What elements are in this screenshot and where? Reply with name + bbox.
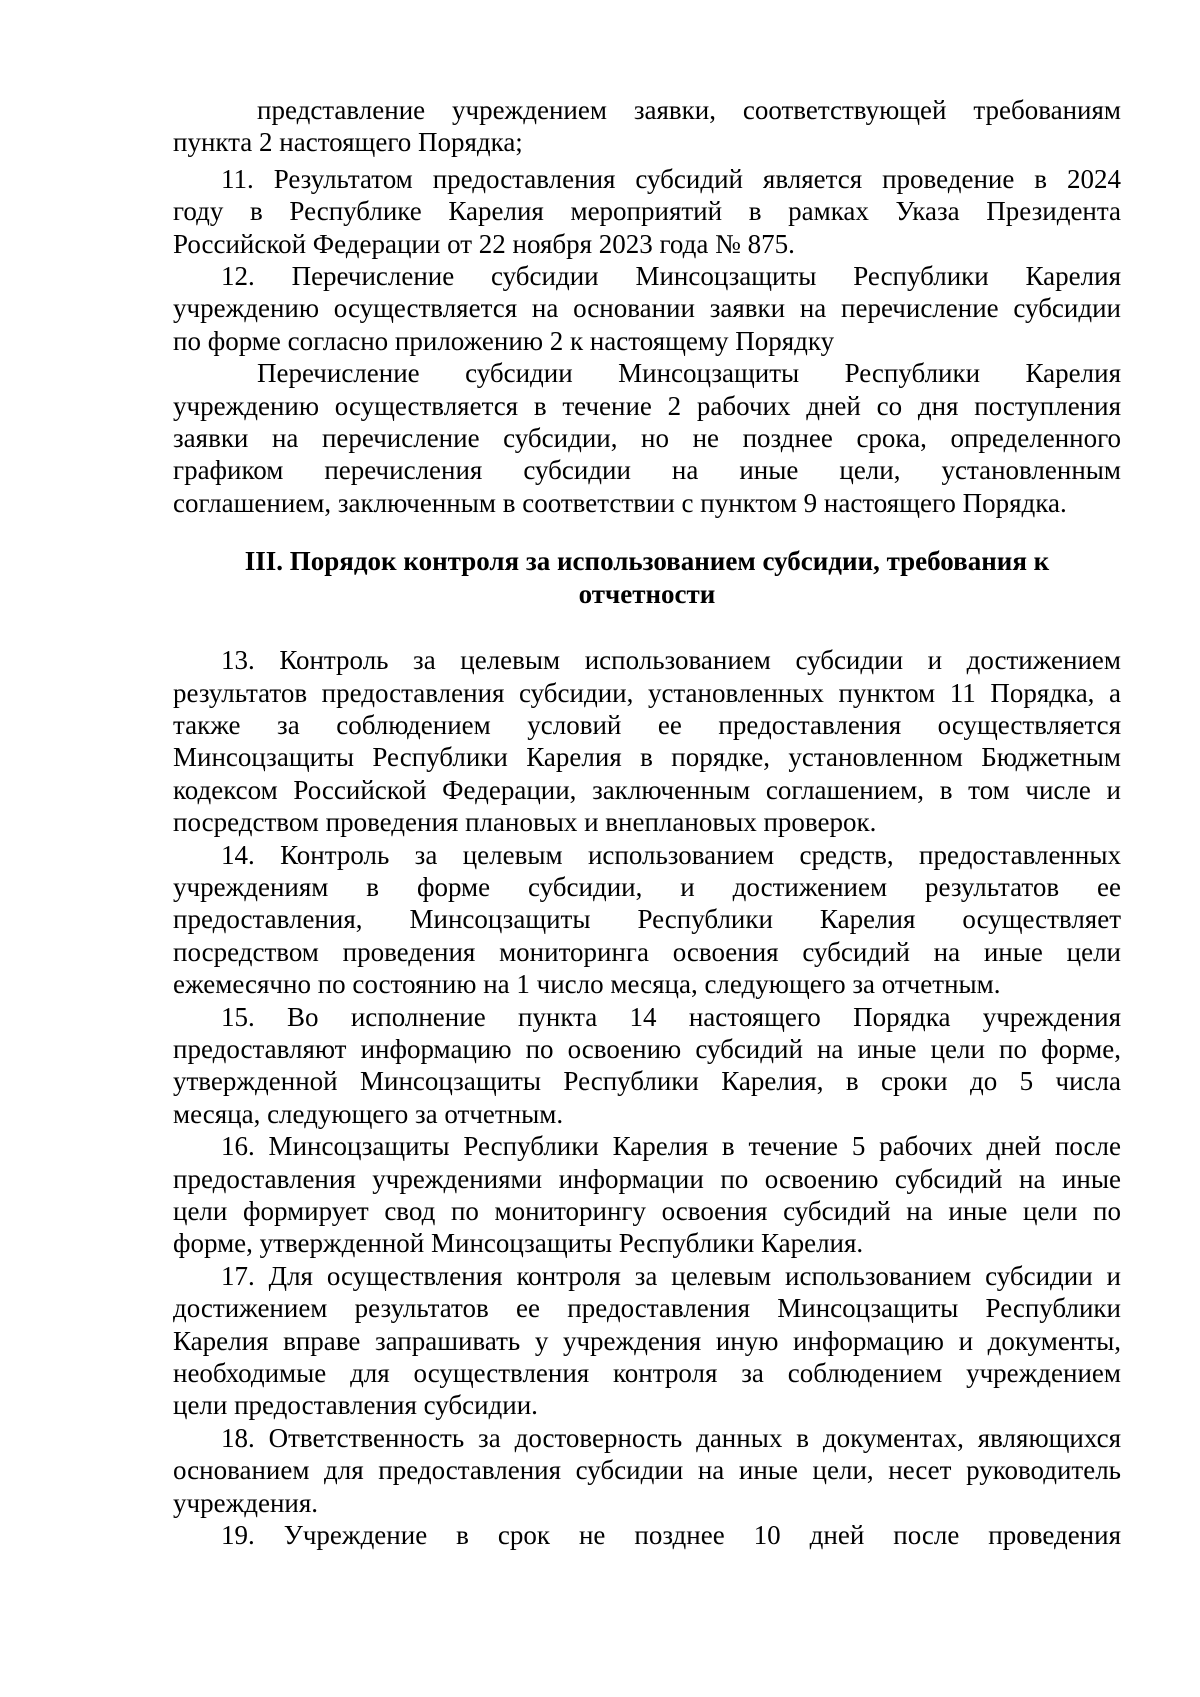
paragraph-line: учреждению осуществляется на основании заявки на перечисление субсидии [173,293,1121,324]
paragraph-line: посредством проведения плановых и внеплановых проверок. [173,807,877,838]
paragraph-line: посредством проведения мониторинга освоения субсидий на иные цели [173,936,1121,967]
paragraph-line: году в Республике Карелия мероприятий в рамках Указа Президента [173,196,1121,227]
paragraph-line: учреждениям в форме субсидии, и достижением результатов ее [173,871,1121,902]
paragraph-line: форме, утвержденной Минсоцзащиты Республики Карелия. [173,1228,864,1259]
paragraph-line: цели формирует свод по мониторингу освоения субсидий на иные цели по [173,1196,1121,1226]
paragraph-line: кодексом Российской Федерации, заключенным соглашением, в том числе и [173,774,1121,805]
section-heading-line-1: III. Порядок контроля за использованием субсидии, требования к [244,546,1050,577]
paragraph-line: 14. Контроль за целевым использованием средств, предоставленных [221,839,1121,870]
paragraph-line: месяца, следующего за отчетным. [173,1098,564,1129]
paragraph-line: ежемесячно по состоянию на 1 число месяца, следующего за отчетным. [173,969,1001,1000]
paragraph-line: результатов предоставления субсидии, установленных пунктом 11 Порядка, а [173,677,1121,708]
paragraph-line: графиком перечисления субсидии на иные цели, установленным [173,455,1121,486]
paragraph-line: 17. Для осуществления контроля за целевым использованием субсидии и [221,1260,1121,1291]
paragraph-line: также за соблюдением условий ее предоставления осуществляется [173,709,1121,740]
paragraph-line: заявки на перечисление субсидии, но не позднее срока, определенного [173,423,1121,454]
section-heading-line-2: отчетности [578,578,716,609]
paragraph-line: Российской Федерации от 22 ноября 2023 года № 875. [173,228,795,259]
paragraph-16 [173,1130,1121,1260]
document-page [173,94,1121,1551]
paragraph-line: предоставляют информацию по освоению субсидий на иные цели по форме, [173,1033,1121,1064]
paragraph-line: по форме согласно приложению 2 к настоящему Порядку [173,325,835,356]
paragraph-17 [173,1260,1121,1422]
paragraph-12-continued [173,357,1121,519]
paragraph-line: цели предоставления субсидии. [173,1390,538,1421]
paragraph-18 [173,1422,1121,1519]
paragraph-15 [173,1001,1121,1131]
paragraph-line: 13. Контроль за целевым использованием субсидии и достижением [221,645,1121,676]
intro-line-1: представление учреждением заявки, соответствующей требованиям [257,95,1121,125]
paragraph-line: учреждению осуществляется в течение 2 рабочих дней со дня поступления [173,390,1121,421]
paragraph-11 [173,163,1121,260]
paragraph-13 [173,644,1121,838]
section-heading [173,519,1121,644]
paragraph-line: утвержденной Минсоцзащиты Республики Карелия, в сроки до 5 числа [173,1066,1121,1097]
paragraph-line: основанием для предоставления субсидии на иные цели, несет руководитель [173,1455,1121,1486]
paragraph-line: 16. Минсоцзащиты Республики Карелия в течение 5 рабочих дней после [221,1131,1121,1162]
paragraph-19 [173,1519,1121,1551]
paragraph-line: Карелия вправе запрашивать у учреждения иную информацию и документы, [173,1325,1121,1356]
paragraph-line: предоставления учреждениями информации по освоению субсидий на иные [173,1163,1121,1194]
paragraph-line: 11. Результатом предоставления субсидий является проведение в 2024 [221,163,1121,194]
paragraph-line: учреждения. [173,1487,319,1518]
paragraph-line: соглашением, заключенным в соответствии с пунктом 9 настоящего Порядка. [173,487,1067,518]
paragraph-line: необходимые для осуществления контроля за соблюдением учреждением [173,1358,1121,1389]
paragraph-line: достижением результатов ее предоставления Минсоцзащиты Республики [173,1293,1121,1324]
paragraph-line: 15. Во исполнение пункта 14 настоящего Порядка учреждения [221,1001,1121,1032]
paragraph-line: предоставления, Минсоцзащиты Республики Карелия осуществляет [173,904,1121,935]
paragraph-line: Перечисление субсидии Минсоцзащиты Республики Карелия [257,358,1121,389]
paragraph-14 [173,839,1121,1001]
intro-line-2: пункта 2 настоящего Порядка; [173,127,523,158]
paragraph-line: Минсоцзащиты Республики Карелия в порядке, установленном Бюджетным [173,742,1121,773]
paragraph-line: 19. Учреждение в срок не позднее 10 дней после проведения [221,1520,1121,1551]
paragraph-line: 18. Ответственность за достоверность данных в документах, являющихся [221,1422,1121,1453]
paragraph-12 [173,260,1121,357]
paragraph-line: 12. Перечисление субсидии Минсоцзащиты Республики Карелия [221,261,1121,292]
